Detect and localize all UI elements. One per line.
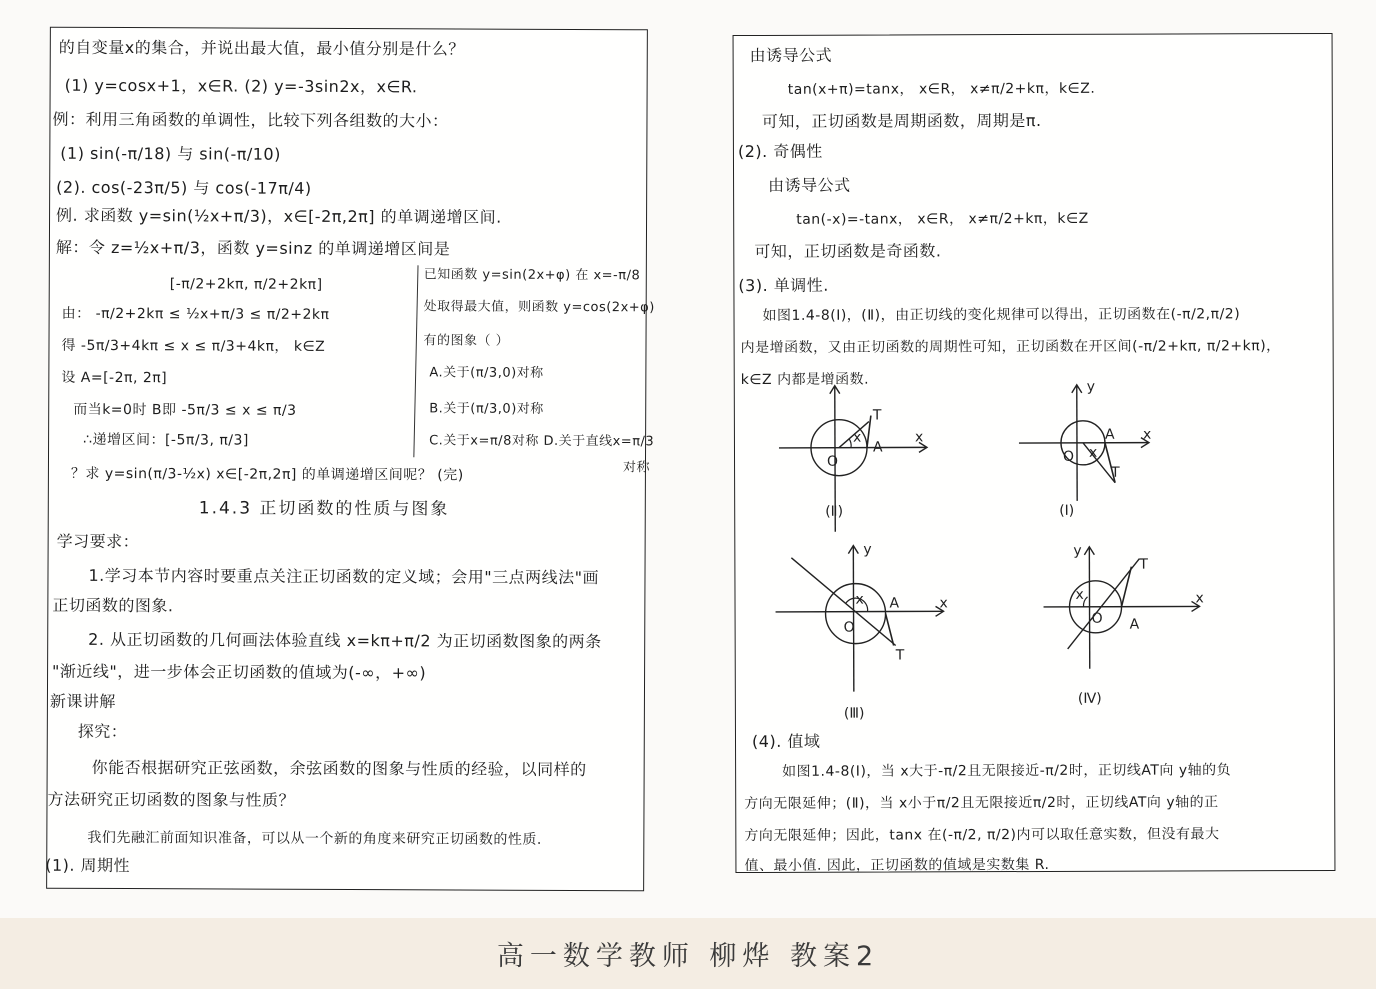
text-line: 方法研究正切函数的图象与性质？	[47, 789, 296, 810]
text-line: 而当k=0时 B即 -5π/3 ≤ x ≤ π/3	[73, 401, 297, 419]
side-note-line: A.关于(π/3,0)对称	[429, 365, 544, 381]
text-line: 值、最小值. 因此，正切函数的值域是实数集 R.	[744, 856, 1050, 875]
text-line: 如图1.4-8(Ⅰ)，(Ⅱ)，由正切线的变化规律可以得出，正切函数在(-π/2,π/2)	[762, 306, 1241, 324]
point-t-label: T	[895, 647, 905, 664]
text-line: "渐近线"，进一步体会正切函数的值域为(-∞，+∞)	[52, 661, 427, 683]
text-line: 探究：	[77, 721, 128, 742]
point-t-label: T	[872, 407, 882, 424]
text-line: (2). cos(-23π/5) 与 cos(-17π/4)	[56, 177, 312, 198]
text-line: (1). 周期性	[45, 855, 131, 876]
text-line: (4). 值域	[751, 731, 821, 751]
side-note-line: 有的图象（ ）	[423, 333, 510, 349]
left-notebook-page	[45, 27, 655, 892]
x-axis-label: x	[1195, 590, 1204, 607]
point-t-label: T	[1139, 556, 1148, 573]
figure-unit-circle-1	[1019, 380, 1180, 541]
side-note-line: C.关于x=π/8对称 D.关于直线x=π/3	[429, 433, 655, 450]
text-line: 方向无限延伸；因此，tanx 在(-π/2, π/2)内可以取任意实数，但没有最大	[744, 826, 1220, 845]
side-note-line: 已知函数 y=sin(2x+φ) 在 x=-π/8	[423, 267, 641, 284]
angle-label: x	[1088, 444, 1098, 461]
text-line: (2). 奇偶性	[737, 141, 823, 162]
text-line: ∴递增区间：[-5π/3, π/3]	[83, 431, 249, 449]
text-line: [-π/2+2kπ, π/2+2kπ]	[169, 276, 323, 293]
text-line: ？求 y=sin(π/3-½x) x∈[-2π,2π] 的单调递增区间呢？ (完)	[70, 465, 464, 484]
text-line: 正切函数的图象.	[52, 595, 174, 616]
lesson-plan-caption: 高一数学教师 柳烨 教案2	[496, 941, 880, 972]
text-line: 可知，正切函数是周期函数，周期是π.	[761, 110, 1042, 131]
y-axis-label: y	[1086, 378, 1096, 395]
figure-unit-circle-3	[775, 541, 956, 722]
section-title: 1.4.3 正切函数的性质与图象	[198, 498, 450, 520]
angle-label: x	[1075, 586, 1084, 603]
origin-label: O	[1091, 610, 1103, 627]
figure-caption: (Ⅲ)	[843, 705, 865, 722]
figure-caption: (Ⅳ)	[1077, 690, 1102, 707]
angle-label: x	[855, 591, 864, 608]
x-axis-label: x	[1142, 426, 1152, 443]
text-line: 你能否根据研究正弦函数，余弦函数的图象与性质的经验，以同样的	[91, 757, 587, 780]
figure-unit-circle-4	[1043, 542, 1214, 713]
figure-caption: (Ⅰ)	[1059, 502, 1075, 519]
text-line: 1.学习本节内容时要重点关注正切函数的定义域；会用"三点两线法"画	[88, 565, 600, 588]
point-a-label: A	[1104, 426, 1115, 443]
text-line: 设 A=[-2π, 2π]	[61, 369, 168, 387]
text-line: 可知，正切函数是奇函数.	[754, 241, 942, 261]
x-axis-label: x	[914, 429, 924, 446]
text-line: 内是增函数，又由正切函数的周期性可知，正切函数在开区间(-π/2+kπ, π/2+kπ)，	[740, 338, 1281, 357]
text-line: 方向无限延伸；(Ⅱ)，当 x小于π/2且无限接近π/2时，正切线AT向 y轴的正	[744, 794, 1219, 813]
point-a-label: A	[1129, 616, 1140, 633]
x-axis-label: x	[939, 595, 948, 612]
point-a-label: A	[889, 595, 900, 612]
text-line: k∈Z 内都是增函数.	[740, 371, 870, 389]
origin-label: O	[827, 453, 839, 470]
text-line: 例. 求函数 y=sin(½x+π/3)，x∈[-2π,2π] 的单调递增区间.	[56, 205, 502, 227]
point-a-label: A	[872, 439, 883, 456]
text-line: tan(x+π)=tanx， x∈R， x≠π/2+kπ，k∈Z.	[787, 80, 1096, 98]
text-line: 学习要求：	[56, 531, 140, 552]
point-t-label: T	[1111, 464, 1120, 481]
text-line: (1) sin(-π/18) 与 sin(-π/10)	[60, 143, 281, 164]
text-line: (1) y=cosx+1，x∈R. (2) y=-3sin2x，x∈R.	[64, 75, 418, 97]
text-line: tan(-x)=-tanx， x∈R， x≠π/2+kπ，k∈Z	[796, 210, 1089, 228]
y-axis-label: y	[1073, 542, 1082, 559]
text-line: 如图1.4-8(Ⅰ)，当 x大于-π/2且无限接近-π/2时，正切线AT向 y轴的负	[782, 762, 1232, 780]
side-note-divider	[413, 265, 418, 457]
text-line: 例：利用三角函数的单调性，比较下列各组数的大小：	[52, 109, 449, 131]
text-line: 由： -π/2+2kπ ≤ ½x+π/3 ≤ π/2+2kπ	[61, 305, 330, 323]
text-line: 得 -5π/3+4kπ ≤ x ≤ π/3+4kπ， k∈Z	[61, 337, 326, 355]
origin-label: O	[843, 619, 855, 636]
figure-caption: (Ⅱ)	[825, 503, 844, 520]
text-line: 由诱导公式	[768, 175, 851, 195]
text-line: (3). 单调性.	[738, 275, 829, 296]
text-line: 新课讲解	[49, 691, 116, 711]
angle-label: x	[852, 429, 862, 446]
text-line: 我们先融汇前面知识准备，可以从一个新的角度来研究正切函数的性质.	[87, 829, 542, 848]
origin-label: O	[1062, 448, 1075, 465]
text-line: 的自变量x的集合，并说出最大值，最小值分别是什么？	[58, 37, 465, 59]
side-note-line: B.关于(π/3,0)对称	[429, 401, 544, 417]
text-line: 2. 从正切函数的几何画法体验直线 x=kπ+π/2 为正切函数图象的两条	[88, 629, 602, 652]
figure-unit-circle-2	[779, 381, 940, 542]
text-line: 解：令 z=½x+π/3，函数 y=sinz 的单调递增区间是	[55, 237, 451, 259]
right-notebook-page	[733, 33, 1336, 873]
side-note-line: 处取得最大值，则函数 y=cos(2x+φ)	[423, 299, 655, 316]
side-note-line: 对称	[622, 460, 651, 476]
text-line: 由诱导公式	[749, 45, 833, 65]
y-axis-label: y	[863, 541, 872, 558]
